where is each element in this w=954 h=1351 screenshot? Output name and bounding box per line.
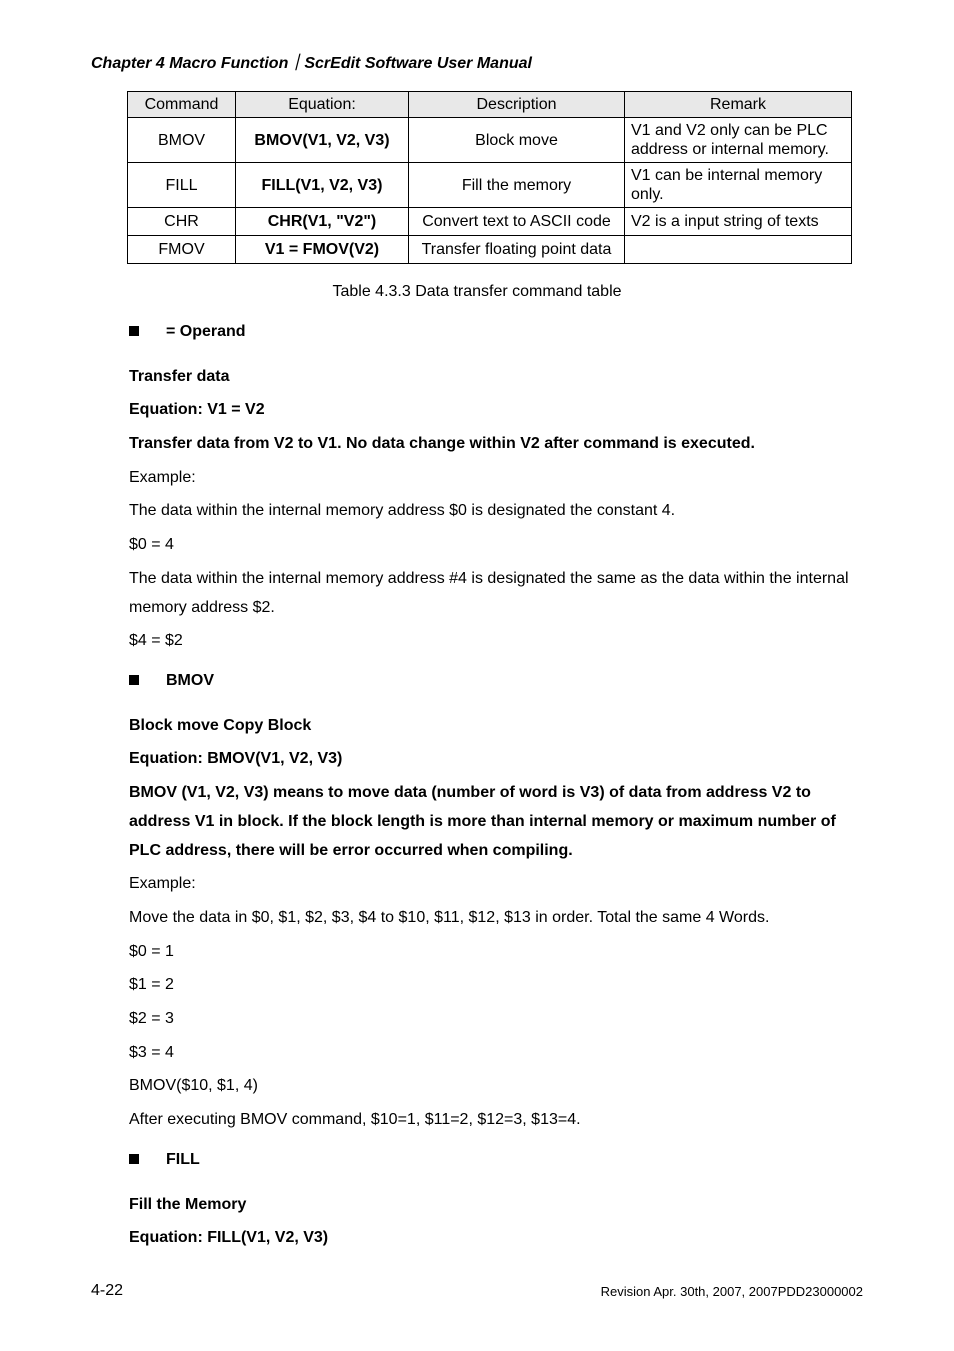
- column-header-command: Command: [128, 92, 236, 118]
- operand-description: Transfer data from V2 to V1. No data change within V2 after command is executed.: [129, 435, 755, 452]
- cell-command: FILL: [128, 163, 236, 208]
- operand-equation: Equation: V1 = V2: [129, 401, 265, 418]
- operand-example-label: Example:: [129, 469, 196, 486]
- cell-command: CHR: [128, 208, 236, 236]
- cell-equation: CHR(V1, "V2"): [236, 208, 409, 236]
- operand-title: Transfer data: [129, 368, 230, 385]
- cell-description: Convert text to ASCII code: [409, 208, 625, 236]
- cell-equation: BMOV(V1, V2, V3): [236, 118, 409, 163]
- cell-command: BMOV: [128, 118, 236, 163]
- bmov-title: Block move Copy Block: [129, 717, 312, 734]
- square-bullet-icon: [129, 675, 139, 685]
- page-number: 4-22: [91, 1282, 124, 1299]
- cell-remark: V1 can be internal memory only.: [625, 163, 852, 208]
- table-row: [128, 163, 852, 208]
- bmov-example-line: Move the data in $0, $1, $2, $3, $4 to $10, $11, $12, $13 in order. Total the same 4 Words.: [129, 909, 770, 926]
- table-caption: Table 4.3.3 Data transfer command table: [332, 283, 622, 300]
- fill-title: Fill the Memory: [129, 1196, 247, 1213]
- operand-example-line: The data within the internal memory address #4 is designated the same as the data within the internal memory address $2.: [129, 570, 849, 616]
- cell-equation: FILL(V1, V2, V3): [236, 163, 409, 208]
- bmov-result-line: After executing BMOV command, $10=1, $11=2, $12=3, $13=4.: [129, 1111, 581, 1128]
- cell-command: FMOV: [128, 236, 236, 264]
- section-heading: FILL: [166, 1151, 200, 1168]
- operand-example-line: The data within the internal memory address $0 is designated the constant 4.: [129, 502, 676, 519]
- square-bullet-icon: [129, 1154, 139, 1164]
- section-fill: [129, 1150, 200, 1170]
- page-header: Chapter 4 Macro Function｜ScrEdit Software User Manual: [91, 55, 532, 72]
- section-operand: [129, 322, 246, 342]
- square-bullet-icon: [129, 326, 139, 336]
- cell-description: Fill the memory: [409, 163, 625, 208]
- bmov-equation: Equation: BMOV(V1, V2, V3): [129, 750, 343, 767]
- column-header-description: Description: [409, 92, 625, 118]
- section-bmov: [129, 671, 214, 691]
- bmov-code-line: $1 = 2: [129, 976, 174, 993]
- cell-remark: V2 is a input string of texts: [625, 208, 852, 236]
- data-transfer-command-table: [127, 91, 852, 264]
- cell-equation: V1 = FMOV(V2): [236, 236, 409, 264]
- cell-remark: V1 and V2 only can be PLC address or internal memory.: [625, 118, 852, 163]
- cell-description: Block move: [409, 118, 625, 163]
- operand-code-line: $0 = 4: [129, 536, 174, 553]
- table-header-row: [128, 92, 852, 118]
- bmov-code-line: $3 = 4: [129, 1044, 174, 1061]
- table-row: [128, 118, 852, 163]
- bmov-code-line: BMOV($10, $1, 4): [129, 1077, 258, 1094]
- column-header-remark: Remark: [625, 92, 852, 118]
- cell-remark: [625, 236, 852, 264]
- column-header-equation: Equation:: [236, 92, 409, 118]
- table-row: [128, 208, 852, 236]
- bmov-code-line: $0 = 1: [129, 943, 174, 960]
- bmov-description: BMOV (V1, V2, V3) means to move data (number of word is V3) of data from address V2 to address V1 in block. If the block length is more than internal memory or maximum number of PLC address, there will be error occurred when compiling.: [129, 784, 836, 859]
- operand-code-line: $4 = $2: [129, 632, 183, 649]
- section-heading: BMOV: [166, 672, 214, 689]
- bmov-example-label: Example:: [129, 875, 196, 892]
- bmov-code-line: $2 = 3: [129, 1010, 174, 1027]
- revision-info: Revision Apr. 30th, 2007, 2007PDD23000002: [600, 1284, 863, 1299]
- table-row: [128, 236, 852, 264]
- cell-description: Transfer floating point data: [409, 236, 625, 264]
- section-heading: = Operand: [166, 323, 246, 340]
- fill-equation: Equation: FILL(V1, V2, V3): [129, 1229, 329, 1246]
